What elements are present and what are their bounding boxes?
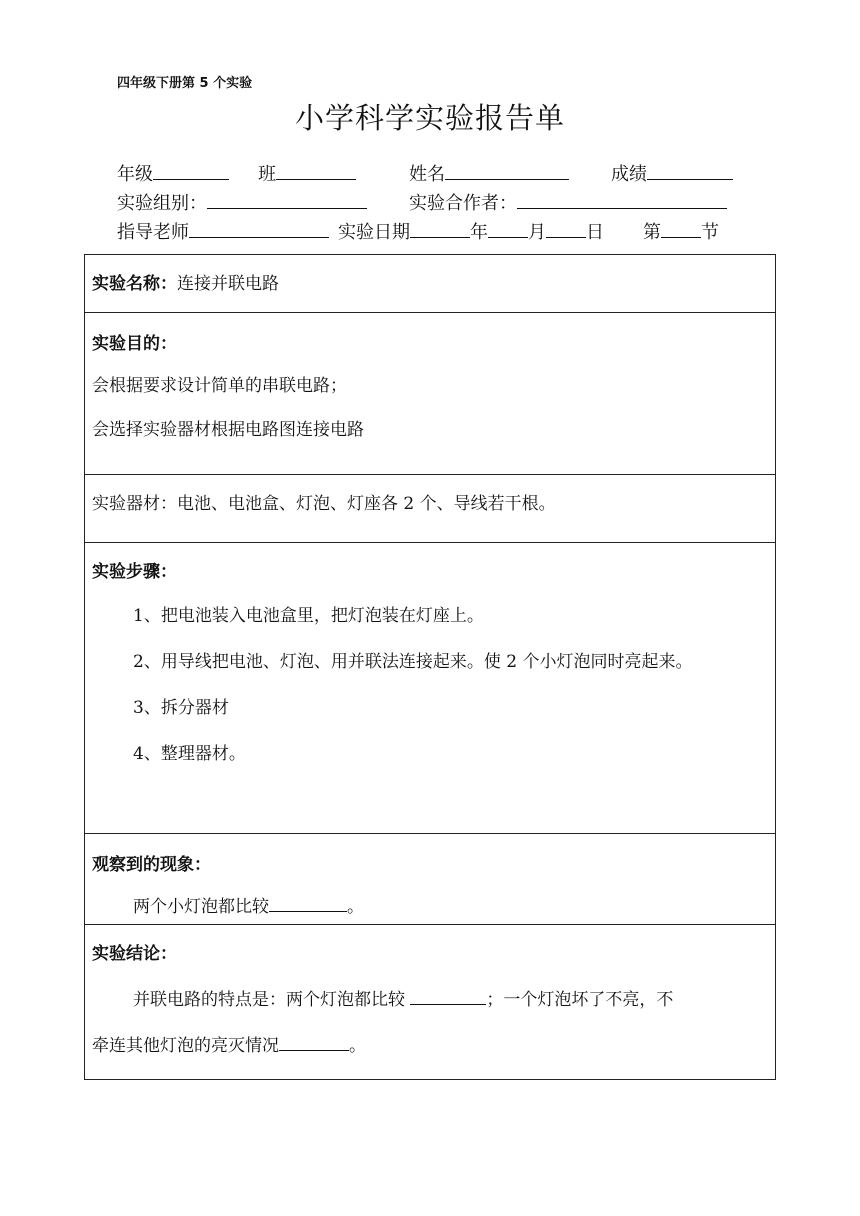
conclusion-end: 。 xyxy=(349,1036,366,1056)
grade-tag: 四年级下册第 5 个实验 xyxy=(117,76,253,91)
period-field[interactable] xyxy=(643,218,719,244)
info-row-2 xyxy=(0,189,860,215)
period-suffix: 节 xyxy=(701,222,719,243)
info-row-3 xyxy=(0,218,860,244)
purpose-label: 实验目的： xyxy=(92,334,177,354)
section-observation xyxy=(85,834,775,925)
conclusion-label: 实验结论： xyxy=(92,944,177,964)
materials-text: 实验器材：电池、电池盒、灯泡、灯座各 2 个、导线若干根。 xyxy=(92,494,556,514)
observation-text: 两个小灯泡都比较 xyxy=(133,897,269,917)
page-title: 小学科学实验报告单 xyxy=(294,101,565,135)
score-blank[interactable] xyxy=(647,161,733,180)
day-label: 日 xyxy=(586,222,604,243)
grade-label: 年级 xyxy=(117,164,153,185)
purpose-line-1: 会根据要求设计简单的串联电路； xyxy=(92,376,347,396)
score-label: 成绩 xyxy=(611,164,647,185)
period-prefix: 第 xyxy=(643,222,661,243)
name-blank[interactable] xyxy=(445,161,569,180)
conclusion-line-1 xyxy=(133,985,673,1010)
teacher-label: 指导老师 xyxy=(117,222,189,243)
date-label: 实验日期 xyxy=(338,222,410,243)
conclusion-blank-2[interactable] xyxy=(279,1033,349,1051)
month-label: 月 xyxy=(528,222,546,243)
grade-blank[interactable] xyxy=(153,161,229,180)
score-field[interactable] xyxy=(611,160,733,186)
observation-blank[interactable] xyxy=(269,894,347,912)
group-blank[interactable] xyxy=(207,190,367,209)
conclusion-text-2: 牵连其他灯泡的亮灭情况 xyxy=(92,1036,279,1056)
partner-blank[interactable] xyxy=(517,190,727,209)
conclusion-text-1: 并联电路的特点是：两个灯泡都比较 xyxy=(133,990,411,1010)
steps-label: 实验步骤： xyxy=(92,562,177,582)
info-row-1 xyxy=(0,160,860,186)
observation-end: 。 xyxy=(347,897,364,917)
class-field[interactable] xyxy=(258,160,356,186)
purpose-line-2: 会选择实验器材根据电路图连接电路 xyxy=(92,420,364,440)
teacher-field[interactable] xyxy=(117,218,329,244)
report-table xyxy=(84,254,776,1080)
partner-label: 实验合作者： xyxy=(409,193,517,214)
conclusion-line-2 xyxy=(92,1031,366,1056)
observation-line xyxy=(133,892,364,917)
section-steps xyxy=(85,543,775,834)
step-item: 2、用导线把电池、灯泡、用并联法连接起来。使 2 个小灯泡同时亮起来。 xyxy=(133,652,693,672)
step-item: 3、拆分器材 xyxy=(133,698,229,718)
section-conclusion xyxy=(85,925,775,1079)
step-item: 1、把电池装入电池盒里，把灯泡装在灯座上。 xyxy=(133,606,484,626)
conclusion-blank-1[interactable] xyxy=(410,987,486,1005)
class-blank[interactable] xyxy=(276,161,356,180)
teacher-blank[interactable] xyxy=(189,219,329,238)
partner-field[interactable] xyxy=(409,189,727,215)
period-blank[interactable] xyxy=(661,219,701,238)
name-field[interactable] xyxy=(409,160,569,186)
class-label: 班 xyxy=(258,164,276,185)
conclusion-text-1b: ；一个灯泡坏了不亮，不 xyxy=(486,990,674,1010)
group-label: 实验组别： xyxy=(117,193,207,214)
step-item: 4、整理器材。 xyxy=(133,744,246,764)
observation-label: 观察到的现象： xyxy=(92,855,211,875)
experiment-name-label: 实验名称： xyxy=(92,274,177,294)
year-blank[interactable] xyxy=(410,219,470,238)
group-field[interactable] xyxy=(117,189,367,215)
section-purpose xyxy=(85,313,775,475)
month-blank[interactable] xyxy=(488,219,528,238)
year-label: 年 xyxy=(470,222,488,243)
day-blank[interactable] xyxy=(546,219,586,238)
grade-field[interactable] xyxy=(117,160,229,186)
name-label: 姓名 xyxy=(409,164,445,185)
section-materials xyxy=(85,475,775,543)
experiment-name-value: 连接并联电路 xyxy=(177,274,279,294)
date-field[interactable] xyxy=(338,218,604,244)
section-experiment-name xyxy=(85,255,775,313)
